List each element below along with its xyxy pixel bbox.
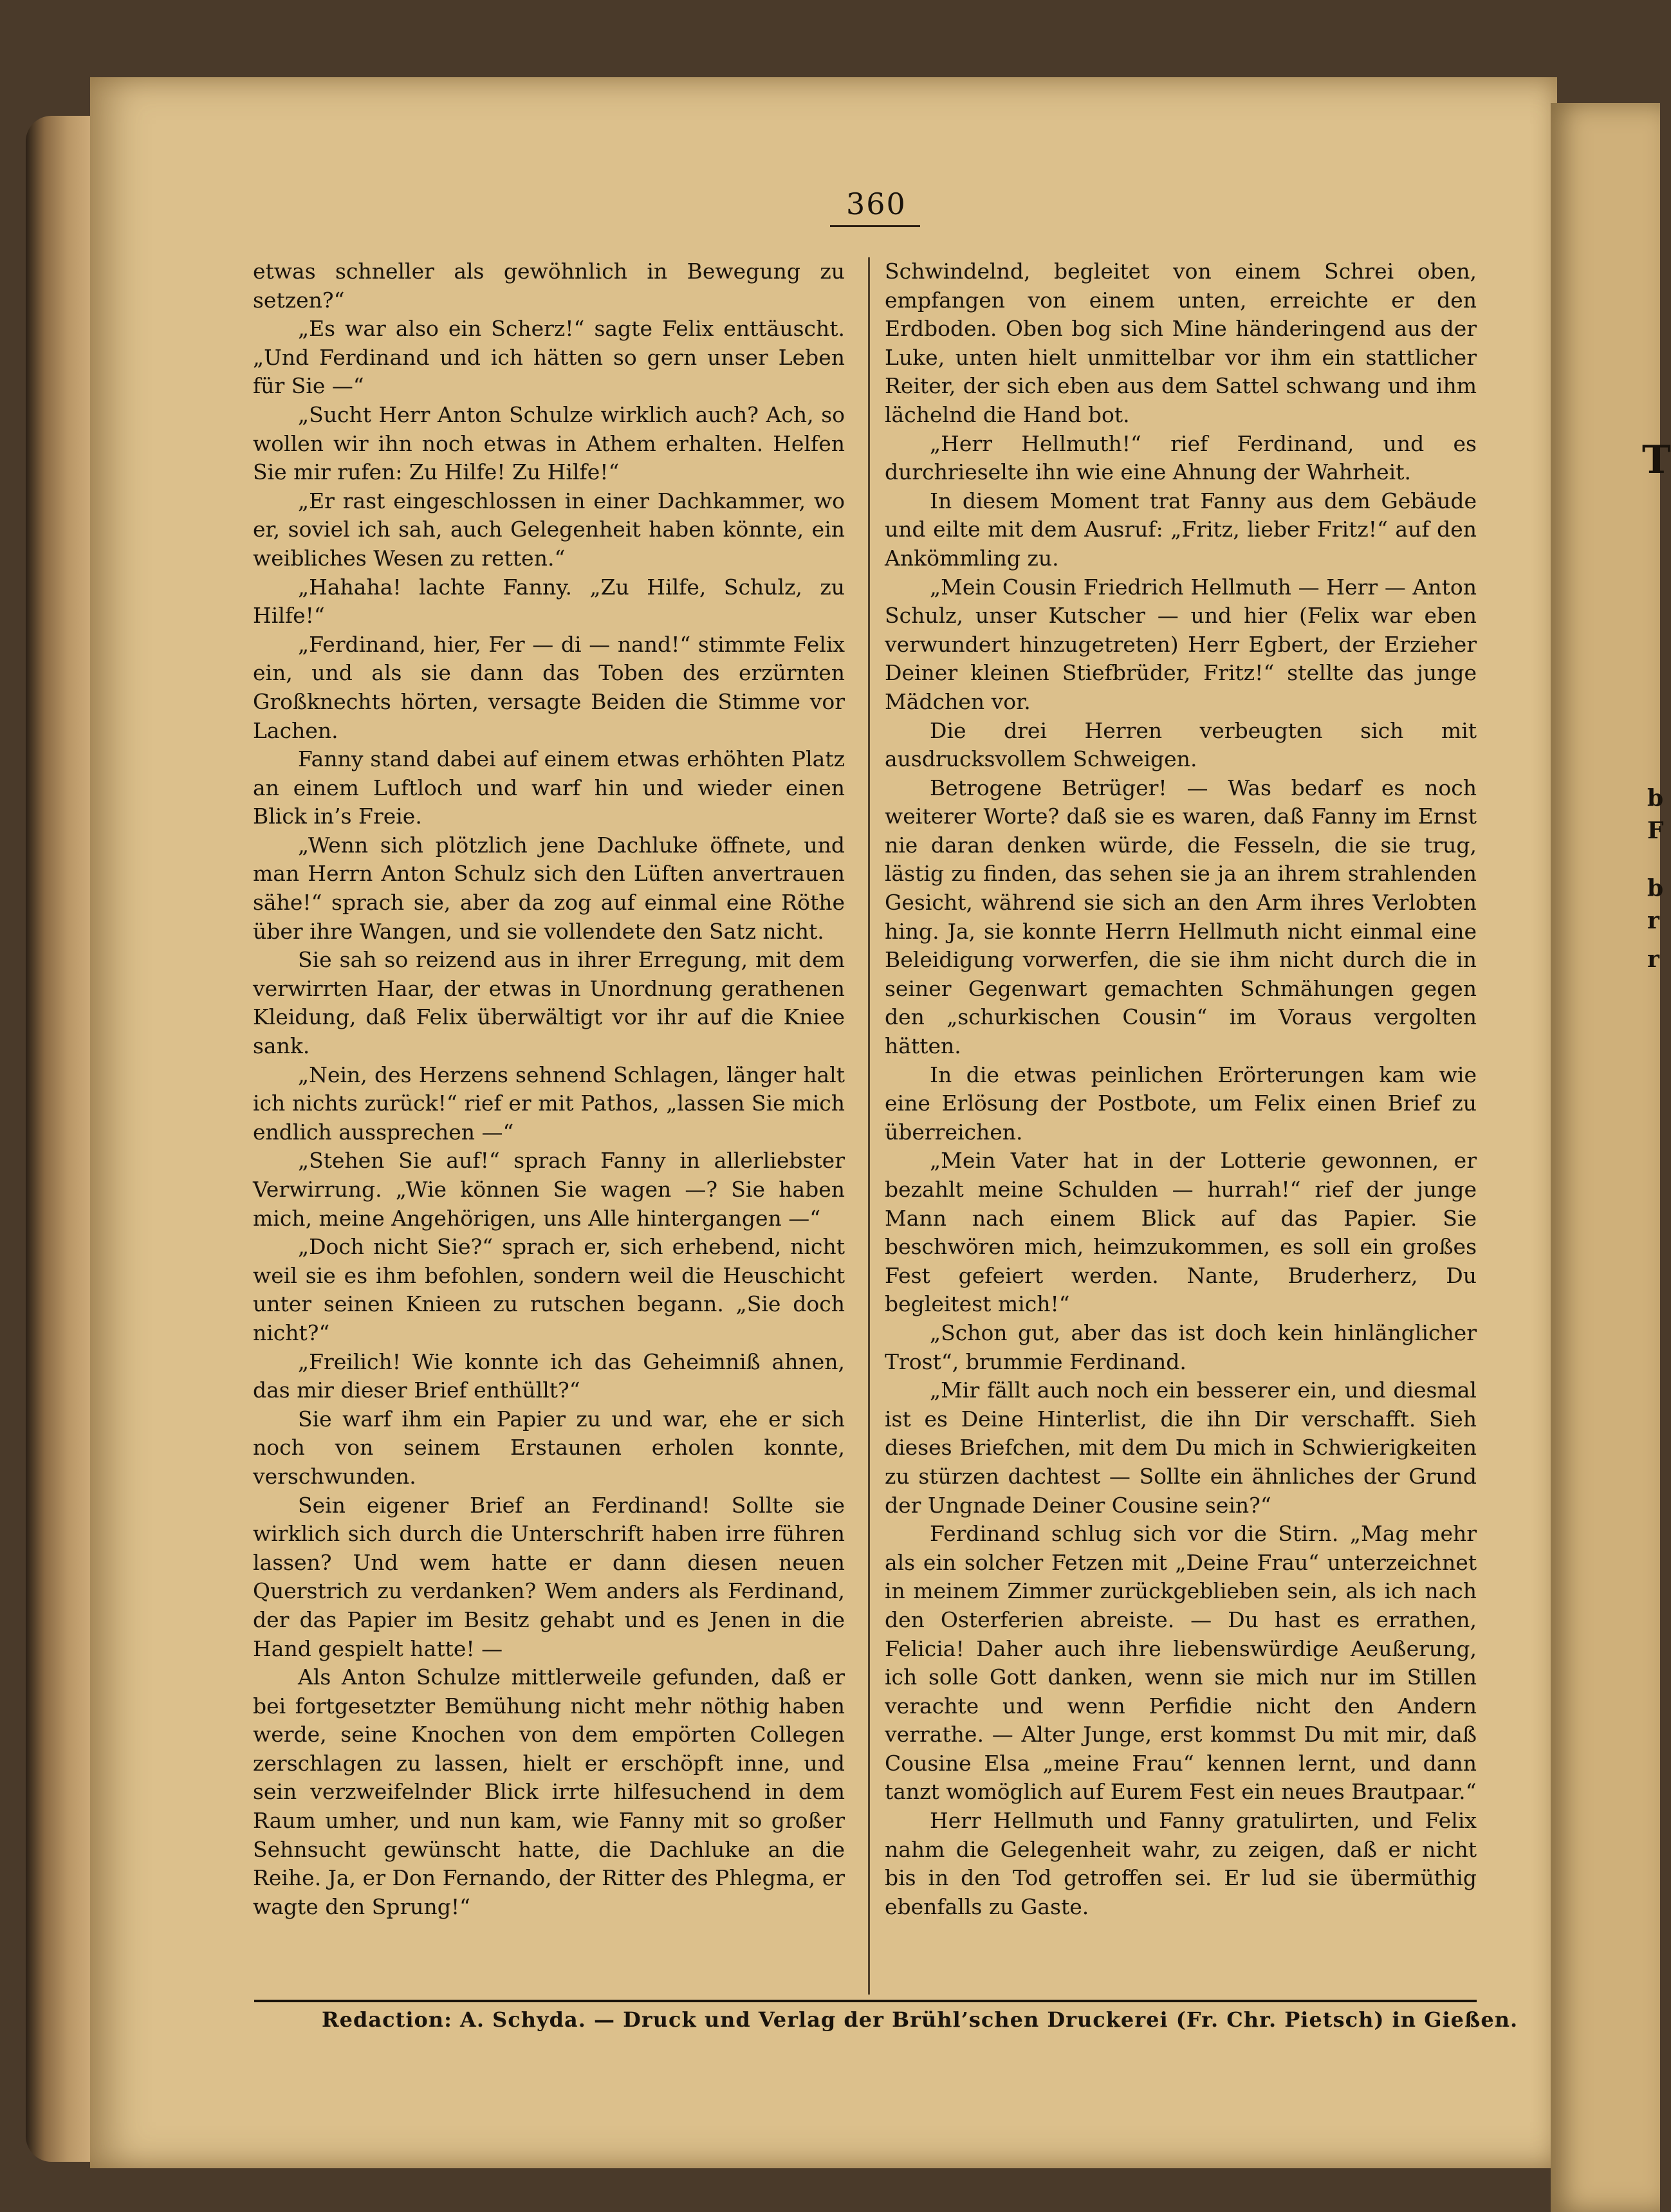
paragraph: „Herr Hellmuth!“ rief Ferdinand, und es durchrieselte ihn wie eine Ahnung der Wahrheit. xyxy=(885,430,1477,485)
strip-mark: T xyxy=(1642,438,1671,483)
paragraph: Herr Hellmuth und Fanny gratulirten, und Felix nahm die Gelegenheit wahr, zu zeigen, daß er nicht bis in den Tod getroffen sei. Er lud sie übermüthig ebenfalls zu Gaste. xyxy=(885,1808,1477,1919)
paragraph: Betrogene Betrüger! — Was bedarf es noch weiterer Worte? daß sie es waren, daß Fanny im Ernst nie daran denken würde, die Fesseln, die sie trug, lästig zu finden, das sehen sie ja an ihrem strahlenden Gesicht, während sie sich an den Arm ihres Verlobten hing. Ja, sie konnte Herrn Hellmuth nicht einmal eine Beleidigung vorwerfen, die sie ihm nicht durch die in seiner Gegenwart gemachten Schmähungen gegen den „schurkischen Cousin“ im Voraus vergolten hätten. xyxy=(885,775,1477,1059)
paragraph: In diesem Moment trat Fanny aus dem Gebäude und eilte mit dem Ausruf: „Fritz, lieber Fritz!“ auf den Ankömmling zu. xyxy=(885,488,1477,571)
paragraph: Schwindelnd, begleitet von einem Schrei oben, empfangen von einem unten, erreichte er den Erdboden. Oben bog sich Mine händeringend aus der Luke, unten hielt unmittelbar vor ihm ein stattlicher Reiter, der sich eben aus dem Sattel schwang und ihm lächelnd die Hand bot. xyxy=(885,259,1477,427)
right-column xyxy=(885,257,1477,1921)
paragraph: „Mir fällt auch noch ein besserer ein, und diesmal ist es Deine Hinterlist, die ihn Dir verschafft. Sieh dieses Briefchen, mit dem Du mich in Schwierigkeiten zu stürzen dachtest — Sollte ein ähnliches der Grund der Ungnade Deiner Cousine sein?“ xyxy=(885,1378,1477,1518)
footer-rule xyxy=(254,2000,1477,2002)
facing-page-strip xyxy=(1551,103,1671,2212)
paragraph: Die drei Herren verbeugten sich mit ausdrucksvollem Schweigen. xyxy=(885,717,1477,772)
paragraph: „Mein Cousin Friedrich Hellmuth — Herr — Anton Schulz, unser Kutscher — und hier (Felix war eben verwundert hinzugetreten) Herr Egbert, der Erzieher Deiner kleinen Stiefbrüder, Fritz!“ stellte das junge Mädchen vor. xyxy=(885,574,1477,714)
page-number: 360 xyxy=(846,187,907,221)
paragraph: „Freilich! Wie konnte ich das Geheimniß ahnen, das mir dieser Brief enthüllt?“ xyxy=(253,1349,845,1403)
paragraph: „Er rast eingeschlossen in einer Dachkammer, wo er, soviel ich sah, auch Gelegenheit haben könnte, ein weibliches Wesen zu retten.“ xyxy=(253,488,845,571)
paragraph: Fanny stand dabei auf einem etwas erhöhten Platz an einem Luftloch und warf hin und wieder einen Blick in’s Freie. xyxy=(253,746,845,829)
paragraph: „Schon gut, aber das ist doch kein hinlänglicher Trost“, brummie Ferdinand. xyxy=(885,1320,1477,1374)
strip-mark: b xyxy=(1647,875,1664,902)
paragraph: In die etwas peinlichen Erörterungen kam wie eine Erlösung der Postbote, um Felix einen Brief zu überreichen. xyxy=(885,1062,1477,1145)
strip-mark: r xyxy=(1647,946,1659,973)
paragraph: „Wenn sich plötzlich jene Dachluke öffnete, und man Herrn Anton Schulz sich den Lüften anvertrauen sähe!“ sprach sie, aber da zog auf einmal eine Röthe über ihre Wangen, und sie vollendete den Satz nicht. xyxy=(253,832,845,944)
paragraph: „Sucht Herr Anton Schulze wirklich auch? Ach, so wollen wir ihn noch etwas in Athem erhalten. Helfen Sie mir rufen: Zu Hilfe! Zu Hilfe!“ xyxy=(253,401,845,485)
column-divider xyxy=(868,257,870,1995)
page-number-rule xyxy=(830,225,920,227)
left-column xyxy=(253,257,845,1921)
strip-mark: r xyxy=(1647,907,1659,934)
paragraph: „Doch nicht Sie?“ sprach er, sich erhebend, nicht weil sie es ihm befohlen, sondern weil die Heuschicht unter seinen Knieen zu rutschen begann. „Sie doch nicht?“ xyxy=(253,1234,845,1345)
strip-mark: F xyxy=(1647,817,1664,844)
paragraph: „Ferdinand, hier, Fer — di — nand!“ stimmte Felix ein, und als sie dann das Toben des erzürnten Großknechts hörten, versagte Beiden die Stimme vor Lachen. xyxy=(253,631,845,743)
paragraph: Sein eigener Brief an Ferdinand! Sollte sie wirklich sich durch die Unterschrift haben irre führen lassen? Und wem hatte er dann diesen neuen Querstrich zu verdanken? Wem anders als Ferdinand, der das Papier im Besitz gehabt und es Jenen in die Hand gespielt hatte! — xyxy=(253,1492,845,1661)
paragraph: etwas schneller als gewöhnlich in Bewegung zu setzen?“ xyxy=(253,259,845,313)
paragraph: „Nein, des Herzens sehnend Schlagen, länger halt ich nichts zurück!“ rief er mit Pathos, „lassen Sie mich endlich aussprechen —“ xyxy=(253,1062,845,1145)
paragraph: Ferdinand schlug sich vor die Stirn. „Mag mehr als ein solcher Fetzen mit „Deine Frau“ unterzeichnet in meinem Zimmer zurückgeblieben sein, als ich nach den Osterferien abreiste. — Du hast es errathen, Felicia! Daher auch ihre liebenswürdige Aeußerung, ich solle Gott danken, wenn sie mich nur im Stillen verachte und wenn Perfidie nicht den Andern verrathe. — Alter Junge, erst kommst Du mit mir, daß Cousine Elsa „meine Frau“ kennen lernt, und dann tanzt womöglich auf Eurem Fest ein neues Brautpaar.“ xyxy=(885,1521,1477,1805)
paragraph: „Hahaha! lachte Fanny. „Zu Hilfe, Schulz, zu Hilfe!“ xyxy=(253,574,845,629)
strip-mark: b xyxy=(1647,785,1664,812)
paragraph: Als Anton Schulze mittlerweile gefunden, daß er bei fortgesetzter Bemühung nicht mehr nöthig haben werde, seine Knochen von dem empörten Collegen zerschlagen zu lassen, hielt er erschöpft inne, und sein verzweifelnder Blick irrte hilfesuchend in dem Raum umher, und nun kam, wie Fanny mit so großer Sehnsucht gewünscht hatte, die Dachluke an die Reihe. Ja, er Don Fernando, der Ritter des Phlegma, er wagte den Sprung!“ xyxy=(253,1664,845,1919)
paragraph: Sie warf ihm ein Papier zu und war, ehe er sich noch von seinem Erstaunen erholen konnte, verschwunden. xyxy=(253,1406,845,1489)
paragraph: „Es war also ein Scherz!“ sagte Felix enttäuscht. „Und Ferdinand und ich hätten so gern unser Leben für Sie —“ xyxy=(253,316,845,399)
imprint-footer: Redaction: A. Schyda. — Druck und Verlag der Brühl’schen Druckerei (Fr. Chr. Pietsch) in Gießen. xyxy=(322,2007,1519,2032)
paragraph: Sie sah so reizend aus in ihrer Erregung, mit dem verwirrten Haar, der etwas in Unordnung gerathenen Kleidung, daß Felix überwältigt vor ihr auf die Kniee sank. xyxy=(253,947,845,1059)
paragraph: „Stehen Sie auf!“ sprach Fanny in allerliebster Verwirrung. „Wie können Sie wagen —? Sie haben mich, meine Angehörigen, uns Alle hintergangen —“ xyxy=(253,1148,845,1231)
paragraph: „Mein Vater hat in der Lotterie gewonnen, er bezahlt meine Schulden — hurrah!“ rief der junge Mann nach einem Blick auf das Papier. Sie beschwören mich, heimzukommen, es soll ein großes Fest gefeiert werden. Nante, Bruderherz, Du begleitest mich!“ xyxy=(885,1148,1477,1317)
